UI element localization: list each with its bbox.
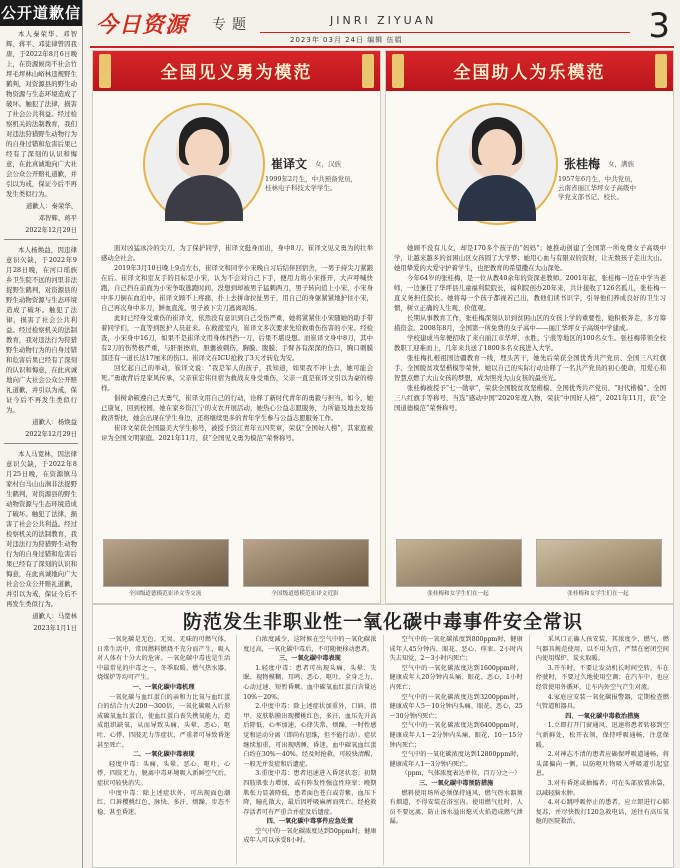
apology-notice-2	[0, 242, 82, 441]
bio-line: 1957年6月生，中共党员，	[558, 175, 638, 183]
article-paragraph: 空气中的一氧化碳浓度达到50ppm时，健康成年人可以承受8小时。	[243, 827, 377, 845]
article-paragraph: 1.立即打开门窗通风，迅速将患者转移到空气新鲜处，松开衣领，保持呼吸通畅，注意保暖。	[535, 722, 669, 749]
header-pinyin: JINRI ZIYUAN	[330, 14, 437, 27]
apology-text: 本人杨焕益，因违律意识欠缺，于2022年9月28日晚，在河口瑶族乡卫生院不远的河里非法捉野生鹤判，对资源县的野生动物资源与生态环境造成了破坏。触犯了法律，损害了社会公共利益。经过检察机关的法制教育，我对违法行为狩猎野生动物行为的自身过错和危害后果已经有了深刻的认识和悔意，在此真诚地向广大社会公众公开赔礼道歉，并引以为戒，保证今后不再发生类似行为。	[6, 246, 77, 414]
article-paragraph: 空气中的一氧化碳浓度到800ppm时，健康成年人45分钟内，眼花、恶心、痉挛。2小时内失去知觉，2～3小时内死亡；	[389, 636, 523, 663]
page-header	[90, 6, 674, 44]
article-paragraph: 一氧化碳与血红蛋白的亲和力比氧与血红蛋白的结合力大200～300倍，一氧化碳吸入后形成碳氧血红蛋白，使血红蛋白丧失携氧能力，造成组织缺氧，从而导致头痛、头晕、恶心、呕吐、心悸、四肢无力等症状，严重者可导致昏迷甚至死亡。	[97, 693, 231, 749]
article-subheading: 一、一氧化碳中毒机理	[132, 683, 195, 691]
article-paragraph: 空气中的一氧化碳浓度达到3200ppm时，健康成年人5～10分钟内头痛、眼花、恶心，25～30分钟内死亡；	[389, 693, 523, 720]
article-title: 防范发生非职业性一氧化碳中毒事件安全常识	[182, 611, 583, 633]
article-column-4	[536, 635, 669, 865]
story-paragraph: 面对凶猛冰冷的尖刀，为了保护同学，崔译文挺身而出，身中8刀。崔译文见义勇为的壮举感动全社会。	[101, 244, 373, 262]
apology-signer: 道歉人：马宽林	[32, 612, 77, 620]
header-rule	[260, 32, 630, 33]
portrait-body	[458, 175, 536, 221]
honoree-bio	[558, 175, 637, 202]
article-subheading: 三、一氧化碳中毒预防措施	[419, 779, 494, 787]
apology-column-title: 公开道歉信	[0, 0, 82, 26]
story-paragraph: 长期从事教育工作，张桂梅深刻认识到贫困山区的女孩上学的重要性，她积极奔走，多方筹措资金。2008年8月，全国第一所免费的女子高中——丽江华坪女子高级中学建成。	[394, 314, 666, 332]
article-subheading: 二、一氧化碳中毒表现	[132, 751, 195, 759]
article-paragraph: 3.对有昏迷或抽搐者，可在头部放置冰袋，以减轻脑水肿。	[535, 779, 669, 797]
portrait-photo	[436, 103, 558, 225]
apology-notice-1	[0, 26, 82, 237]
feature-panel-courage	[92, 50, 381, 604]
column-divider	[236, 635, 237, 865]
article-paragraph: 2.中度中毒：除上述症状加重外，口唇、指甲、皮肤粘膜出现樱桃红色，多汗，血压先升高后降低，心率加速，心律失常，烦躁，一时性感觉和运动分离（即尚有思维，但不能行动）。症状继续加重，可出现嗜睡、昏迷。血中碳氧血红蛋白约在30%～40%。经及时抢救，可较快清醒，一般无并发症和后遗症。	[243, 703, 377, 768]
portrait-face	[478, 129, 516, 173]
public-apology-column	[0, 0, 83, 868]
photo-caption: 全国级道德模范崔译文近影	[271, 591, 339, 597]
portrait-body	[165, 175, 243, 221]
apology-date: 2022年12月29日	[25, 226, 77, 234]
news-photo	[103, 539, 229, 587]
panel-banner-title: 全国助人为乐模范	[453, 63, 606, 83]
safety-article	[92, 604, 674, 868]
story-paragraph: 2019年3月10日晚上9点左右，崔译文和同学小宋晚自习后结伴回宿舍，一男子持尖刀紧跟在后。崔译文和室友手的目标是小宋，认为不会对自己下手，便用力将小宋推开，大声呼喊快跑，自己挡在前面为小宋争取逃跑时间，没想到却被男子猛刺两刀，男子转向追上小宋，小宋身中多刀倒在血泊中。崔译文顾不上疼痛，扑上去拼命拉扯男子，用自己的身躯紧紧地护住小宋，自己再次身中多刀，鲜血直流。男子被下尖刀逃离现场。	[101, 264, 373, 312]
divider	[4, 239, 78, 240]
article-paragraph: 中度中毒：除上述症状外，可出现面色潮红、口唇樱桃红色、脉快、多汗、烦躁、步态不稳，甚至昏迷。	[97, 789, 231, 816]
article-paragraph: 空气中的一氧化碳浓度达到12800ppm时，健康成年人1～3分钟内死亡。	[389, 751, 523, 768]
apology-text: 本人秦荣华、邓智辉、蒋平、邓徒律曾因我唐，于2022年8月6日晚上，在资源候岗不社会竹坪毛坪林山峪林违规野生鹤判，对资源县的野生动物资源与生态环境造成了破坏。触犯了法律，损害了社会公共利益。经过检察机关的法制教育，我们对违法狩猎野生动物行为的自身过错和危害后果已经有了深刻的认识和悔意，在此真诚地向广大社会公众公开赔礼道歉，并引以为戒，保证今后不再发生类似行为。	[6, 30, 77, 198]
divider	[4, 443, 78, 444]
honoree-story	[394, 243, 666, 413]
story-paragraph: 张桂梅扎根祖国边疆教育一线，埋头苦干，她先后荣获全国优秀共产党员、全国三八红旗手、全国脱贫攻坚楷模等荣誉，她以自己的实际行动诠释了一名共产党员的初心使命，用爱心和智慧点燃了大山女孩的梦想，成为照亮大山女孩的最亮光。	[394, 354, 666, 382]
photo-caption: 张桂梅和女学生们在一起	[567, 591, 629, 597]
story-paragraph: 倡树命顿遵自己大勇气，崔译文用自己的行动，诠释了新时代青年的勇毅与担当。如今，她已康复，回到校园，她在家乡资江宁的支农开展活动，她热心公益志愿服务，力所能及地去发扬救济帮扶，她会出现在学生身边，还将继续更多的青年学生参与公益志愿服务工作。	[101, 394, 373, 422]
photo-caption: 全国级道德模范崔译文等交流	[128, 591, 202, 597]
article-paragraph: 一氧化碳是无色、无臭、无味的可燃气体，日常生活中，常因燃料燃烧不充分而产生，吸入对人体有十分大的危害。一氧化碳中毒也是生活中最常见的中毒之一，冬季取暖、燃气热水器、烧煤炉等均可产生。	[97, 636, 231, 682]
article-column-2	[243, 635, 376, 865]
honoree-name: 张桂梅	[564, 157, 601, 171]
portrait-section	[386, 97, 673, 253]
news-photo	[243, 539, 369, 587]
news-photo	[536, 539, 662, 587]
story-paragraph: 今年64岁的张桂梅，是一位从教40余年的资深老教师。2001年起，张桂梅一边在中学当老师，一边兼任了华坪县儿童福利院院长，福利院创办20年来，共计接收了126名孤儿，张桂梅一直义务担任院长。她将每一个孩子都视若己出，教他们读书识字，引导他们养成良好的卫生习惯，树立正确的人生观、价值观。	[394, 274, 666, 312]
issue-date-editor: 2023年 03月 24日 编辑 伍娟	[290, 36, 403, 44]
bio-line: 桂林电子科技大学学生。	[265, 184, 337, 192]
panel-banner-title: 全国见义勇为模范	[160, 63, 313, 83]
apology-signer: 道歉人：杨焕益	[32, 418, 77, 426]
honoree-bio	[265, 175, 357, 193]
article-columns	[97, 635, 669, 865]
story-paragraph: 学校建成当年便招收了来自丽江市华坪、永胜、宁蒗等地区的100名女生。张桂梅带领全校教职工迎难而上，几年来共送了1800多名女孩进入大学。	[394, 334, 666, 352]
article-paragraph: 空气中的一氧化碳浓度达到1600ppm时，健康成年人20分钟内头痛、眼花、恶心，1小时内死亡；	[389, 664, 523, 691]
photo-caption: 张桂梅和女学生们在一起	[427, 591, 489, 597]
honoree-story	[101, 243, 373, 443]
article-paragraph: 1.轻度中毒：患者可出现头痛、头晕、失眠、视物模糊、耳鸣、恶心、呕吐、全身乏力、心动过速、短暂昏厥。血中碳氧血红蛋白含量达10%～20%。	[243, 664, 377, 701]
bio-line: 1999年2月生，中共预备党员，	[265, 175, 358, 183]
apology-text: 本人马宽林，因法律意识欠缺，于2022年8月25日晚，在资源镇马家村白马山山涧非法捉野生鹤判，对资源县的野生动物资源与生态环境造成了破坏。触犯了法律，损害了社会公共利益。经过检察机关的法制教育，我对违法行为狩猎野生动物行为的自身过错和危害后果已经有了深刻的认识和悔意，在此真诚地向广大社会公众公开赔礼道歉，并引以为戒，保证今后不再发生类似行为。	[6, 450, 77, 608]
article-paragraph: 4.对心跳呼吸停止的患者，应立即进行心肺复苏，并尽快拨打120急救电话，送往有高压氧舱的医院救治。	[535, 799, 669, 826]
portrait-photo	[143, 103, 265, 225]
apology-notice-3	[0, 446, 82, 635]
article-subheading: 四、一氧化碳中毒事件应急处置	[266, 818, 354, 826]
feature-panel-helping	[385, 50, 674, 604]
apology-signer-2: 邓智辉、蒋平	[38, 214, 77, 222]
article-paragraph: 空气中的一氧化碳浓度达到6400ppm时，健康成年人1～2分钟内头痛、眼花，10～15分钟内死亡；	[389, 722, 523, 749]
column-divider	[383, 635, 384, 865]
article-paragraph: 2.对神志不清的患者应确保呼吸道通畅，将头部偏向一侧，以防呕吐物吸入呼吸道引起窒息。	[535, 751, 669, 778]
newspaper-logo: 今日资源	[96, 12, 189, 38]
story-paragraph: 回忆起自己的举动，崔译文说：“我是军人的孩子，我知道，如果我不冲上去，她可能会死。”勇敢背后是家风传承，父亲崔宏伟住宿为救战友身受重伤，父亲一直是崔译文引以为豪的榜样。	[101, 364, 373, 392]
article-paragraph: 白浓度减少，这时候在空气中的一氧化碳浓度过高，一氧化碳中毒后，不可随便移动患者。	[243, 636, 377, 653]
article-paragraph: 3.开车时，不要让发动机长时间空转，车在停驶时，不要过久地使用空调；在汽车中，也应经常使用外循环，让车内外空气产生对流。	[535, 664, 669, 691]
article-subheading: 四、一氧化碳中毒救治措施	[565, 712, 640, 720]
page-number: 3	[648, 6, 670, 46]
header-divider	[90, 46, 674, 48]
portrait-section	[93, 97, 380, 253]
article-paragraph: 采风口正确人孩安装，其浓度少，燃气，燃气器具规范使用，以不用为宜，严禁在密闭空间内使用煤炉、炭火取暖。	[535, 636, 669, 663]
news-photo	[396, 539, 522, 587]
article-column-1	[97, 635, 230, 865]
portrait-face	[185, 129, 223, 173]
section-label: 专题	[212, 17, 252, 33]
article-paragraph: 4.家庭应安装一氧化碳报警器，定期检查燃气管道和器具。	[535, 693, 669, 711]
apology-signer: 道歉人：秦荣华、	[25, 202, 77, 210]
honoree-name: 崔译文	[271, 157, 308, 171]
story-paragraph: 她顾不没有儿女，却是170多个孩子的“妈妈”；她推动创建了全国第一所免费女子高级中学，让越来越多的贫困山区女孩圆了大学梦；她用心血与有限双的资财，让无数孩子走出大山。她用挚爱的大爱守护着学生，也把教育的希望撒在大山深处。	[394, 244, 666, 272]
honoree-tag: 女，汉族	[315, 160, 341, 168]
panel-banner	[93, 51, 380, 91]
article-subheading: 三、一氧化碳中毒表现	[278, 655, 341, 663]
article-paragraph: 轻度中毒：头痛、头晕、恶心、呕吐、心悸、四肢无力，脱离中毒环境吸入新鲜空气后，症状可较快消失。	[97, 760, 231, 787]
panel-banner	[386, 51, 673, 91]
story-paragraph: 此时已经身受重伤的崔译文，依然没有意识到自己受伤严重，她将紧紧住小宋随她的助手带着同学们，一直等到医护人员赶来。在救援室内，崔译文多次要求先给救重伤伤害的小宋。经检查，小宋身中16刀，如果不是崔译文用身体挡挡一刀，后果不堪设想。而崔译文身中8刀，其中有2刀的伤势极严重，与肝脏擦肩，胆囊被刺伤，胸膜、腹膜、手臂各有深深的伤口，胸口刺膜部还有一道长达17厘米的伤口。崔译文在ICU抢救了3天才转危为安。	[101, 314, 373, 362]
apology-date: 2023年1月1日	[33, 624, 77, 632]
story-paragraph: 崔译文荣获全国最美大学生称号，被授予资江青年五四奖章，荣获“全国好人榜”，其家庭被评为全国文明家庭。2021年11月，获“全国见义勇为模范”荣誉称号。	[101, 424, 373, 442]
article-paragraph: 燃料使用场所必须保持通风，燃气热水器须有烟道，不得安装在浴室内。使用燃气灶时，人员不要远离，防止汤水溢出熄灭火焰造成燃气泄漏。	[389, 789, 523, 826]
bio-line: 学党支部书记、校长。	[558, 193, 623, 201]
honoree-tag: 女，满族	[608, 160, 634, 168]
story-paragraph: 张桂梅被授予“七一勋章”，荣获全国脱贫攻坚楷模、全国优秀共产党员、“时代楷模”、全国三八红旗手等称号，当选“感动中国”2020年度人物，荣获“中国好人榜”，2021年11月，获“全国道德模范”荣誉称号。	[394, 384, 666, 412]
column-divider	[529, 635, 530, 865]
article-paragraph: （ppm，气体浓度表达单位，百万分之一）	[401, 770, 521, 778]
bio-line: 云南省丽江华坪女子高级中	[558, 184, 636, 192]
apology-date: 2022年12月29日	[25, 430, 77, 438]
article-column-3	[390, 635, 523, 865]
article-paragraph: 3.重度中毒：患者迅速进入昏迷状态。初期四肢肌张力增加，或有阵发性强直性痉挛；晚期肌张力显著降低，患者面色苍白或青紫，血压下降，瞳孔散大，最后因呼吸麻痹而死亡。经抢救存活者可有严重合并症及后遗症。	[243, 770, 377, 816]
